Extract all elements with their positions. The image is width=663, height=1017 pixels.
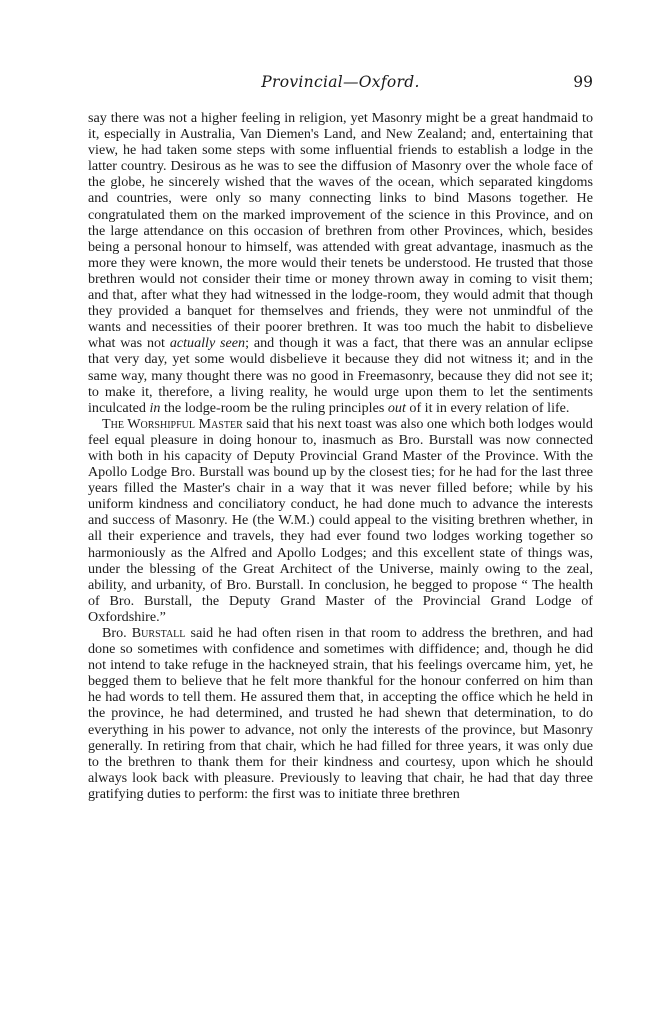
emphasis-actually-seen: actually seen bbox=[169, 335, 246, 352]
emphasis-out: out bbox=[387, 399, 406, 416]
speaker-worshipful-master: The Worshipful Master bbox=[102, 415, 243, 432]
paragraph-3-text: said he had often risen in that room to address the brethren, and had done so sometimes with confidence and sometimes with diffidence; and, though he did not intend to take refuge in the hackneyed strain, that his feelings overcame him, yet, he begged them to believe that he felt more thankful for the honour conferred on him than he had words to tell them. He assured them that, in accepting the office which he held in the province, he had determined, and trusted he had shewn that determination, to do everything in his power to advance, not only the interests of the province, but Masonry generally. In retiring from that chair, which he had filled for three years, it was only due to the brethren to thank them for their kindness and courtesy, upon which he should always look back with pleasure. Previously to leaving that chair, he had that day three gratifying duties to perform: the first was to initiate three brethren bbox=[88, 625, 593, 802]
paragraph-2-text: said that his next toast was also one which both lodges would feel equal pleasure in doing honour to, inasmuch as Bro. Burstall was now connected with both in his capacity of Deputy Provincial Grand Master of the Province. With the Apollo Lodge Bro. Burstall was bound up by the closest ties; for he had for the last three years filled the Master's chair in a way that it was never filled before; while by his uniform kindness and conciliatory conduct, he had done much to advance the interests and success of Masonry. He (the W.M.) could appeal to the visiting brethren whether, in all their experience and travels, they had ever found two lodges working together so harmoniously as the Alfred and Apollo Lodges; and this excellent state of things was, under the blessing of the Great Architect of the Universe, mainly owing to the zeal, ability, and urbanity, of Bro. Burstall. In conclusion, he begged to propose “ The health of Bro. Burstall, the Deputy Grand Master of the Provincial Grand Lodge of Oxfordshire.” bbox=[88, 415, 593, 625]
paragraph-1-text-d: of it in every relation of life. bbox=[409, 399, 570, 416]
paragraph-1-text: say there was not a higher feeling in religion, yet Masonry might be a great handmaid to it, especially in Australia, Van Diemen's Land, and New Zealand; and, entertaining that view, he had taken some steps with some influential friends to establish a lodge in the latter country. Desirous as he was to see the diffusion of Masonry over the whole face of the globe, he sincerely wished that the waves of the ocean, which separated kingdoms and countries, were only so many connecting links to bind Masons together. He congratulated them on the marked improvement of the science in this Province, and on the large attendance on this occasion of brethren from other Provinces, which, besides being a personal honour to himself, was attended with great advantage, inasmuch as the more they were known, the more would their tenets be understood. He trusted that those brethren would not consider their time or money thrown away in coming to visit them; and that, after what they had witnessed in the lodge-room, they would admit that though they provided a banquet for themselves and friends, they were not unmindful of the wants and necessities of their poorer brethren. It was too much the habit to disbelieve what was not bbox=[88, 110, 593, 352]
paragraph-3-prefix: Bro. bbox=[102, 625, 127, 641]
speaker-burstall: Burstall bbox=[131, 625, 186, 641]
paragraph-2 bbox=[88, 416, 593, 625]
running-head-title: Provincial—Oxford. bbox=[261, 73, 420, 91]
paragraph-1-text-b: ; and though it was a fact, that there was an annular eclipse that very day, yet some would disbelieve it because they did not witness it; and in the same way, many thought there was no good in Freemasonry, because they did not see it; to make it, therefore, a living reality, he would urge upon them to let the sentiments inculcated bbox=[88, 335, 593, 416]
paragraph-3 bbox=[88, 625, 593, 802]
paragraph-1 bbox=[88, 110, 593, 416]
running-head bbox=[88, 73, 593, 95]
body-text bbox=[88, 110, 593, 802]
emphasis-in: in bbox=[149, 399, 161, 416]
paragraph-1-text-c: the lodge-room be the ruling principles bbox=[163, 399, 385, 416]
page-number: 99 bbox=[573, 73, 593, 91]
